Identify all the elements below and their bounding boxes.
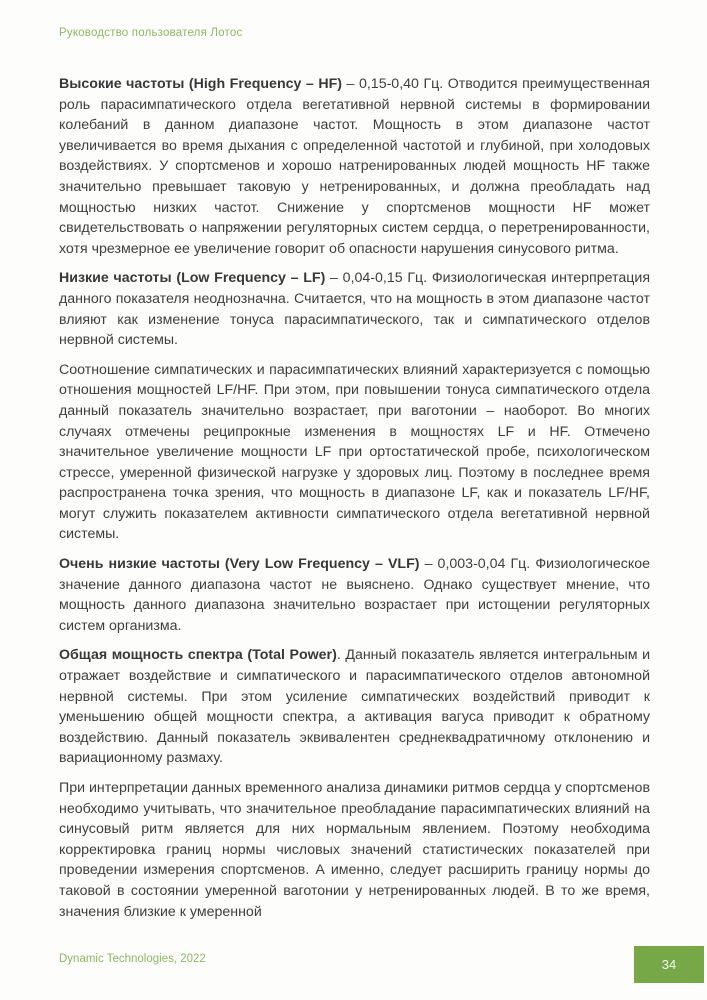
footer-company-text: Dynamic Technologies, 2022: [59, 953, 206, 965]
running-header: Руководство пользователя Лотос: [59, 27, 243, 39]
paragraph-text: – 0,15-0,40 Гц. Отводится преимущественная роль парасимпатического отдела вегетативной нервной системы в формировании колебаний в данном диапазоне частот. Мощность в этом диапазоне частот увеличивается во время дыхания с определенной частотой и глубиной, при холодовых воздействиях. У спортсменов и хорошо натренированных людей мощность HF также значительно превышает таковую у нетренированных, и должна преобладать над мощностью низких частот. Снижение у спортсменов мощности HF может свидетельствовать о напряжении регуляторных систем сердца, о перетренированности, хотя чрезмерное ее увеличение говорит об опасности нарушения синусового ритма.: [59, 76, 650, 257]
paragraph-text: – 0,04-0,15 Гц. Физиологическая интерпретация данного показателя неоднозначна. Считается, что на мощность в этом диапазоне частот влияют как изменение тонуса парасимпатического, так и симпатического отделов нервной системы.: [59, 270, 651, 349]
page-number: 34: [661, 957, 677, 972]
paragraph-text: При интерпретации данных временного анализа динамики ритмов сердца у спортсменов необходимо учитывать, что значительное преобладание парасимпатических влияний на синусовый ритм является для них нормальным явлением. Поэтому необходима корректировка границ нормы числовых значений статистических показателей при проведении измерения спортсменов. А именно, следует расширить границу нормы до таковой в состоянии умеренной ваготонии у нетренированных людей. В то же время, значения близкие к умеренной: [59, 780, 650, 920]
page-number-badge: [634, 946, 704, 983]
paragraph-lead: Общая мощность спектра (Total Power): [59, 647, 337, 664]
paragraph-text: – 0,003-0,04 Гц. Физиологическое значение данного диапазона частот не выяснено. Однако существует мнение, что мощность данного диапазона значительно возрастает при истощении регуляторных систем организма.: [59, 556, 650, 634]
paragraph-text: Соотношение симпатических и парасимпатических влияний характеризуется с помощью отношения мощностей LF/HF. При этом, при повышении тонуса симпатического отдела данный показатель значительно возрастает, при ваготонии – наоборот. Во многих случаях отмечены реципрокные изменения в мощностях LF и HF. Отмечено значительное увеличение мощности LF при ортостатической пробе, психологическом стрессе, умеренной физической нагрузке у здоровых лиц. Поэтому в последнее время распространена точка зрения, что мощность в диапазоне LF, как и показатель LF/HF, могут служить показателем активности симпатического отдела вегетативной нервной системы.: [59, 361, 650, 543]
page-body: [59, 74, 650, 931]
paragraph-total-power: [59, 645, 650, 769]
paragraph-low-frequency: [59, 268, 650, 350]
paragraph-lead: Очень низкие частоты (Very Low Frequency – VLF): [59, 556, 420, 573]
paragraph-high-frequency: [59, 74, 650, 259]
paragraph-lead: Низкие частоты (Low Frequency – LF): [59, 270, 326, 287]
paragraph-athletes-interpretation: [59, 778, 650, 922]
paragraph-very-low-frequency: [59, 554, 650, 636]
paragraph-lf-hf-ratio: [59, 360, 650, 545]
paragraph-lead: Высокие частоты (High Frequency – HF): [59, 76, 342, 92]
paragraph-text: . Данный показатель является интегральным и отражает воздействие и симпатического и парасимпатического отделов автономной нервной системы. При этом усиление симпатических воздействий приводит к уменьшению общей мощности спектра, а активация вагуса приводит к обратному воздействию. Данный показатель эквивалентен среднеквадратичному отклонению и вариационному размаху.: [59, 647, 650, 767]
